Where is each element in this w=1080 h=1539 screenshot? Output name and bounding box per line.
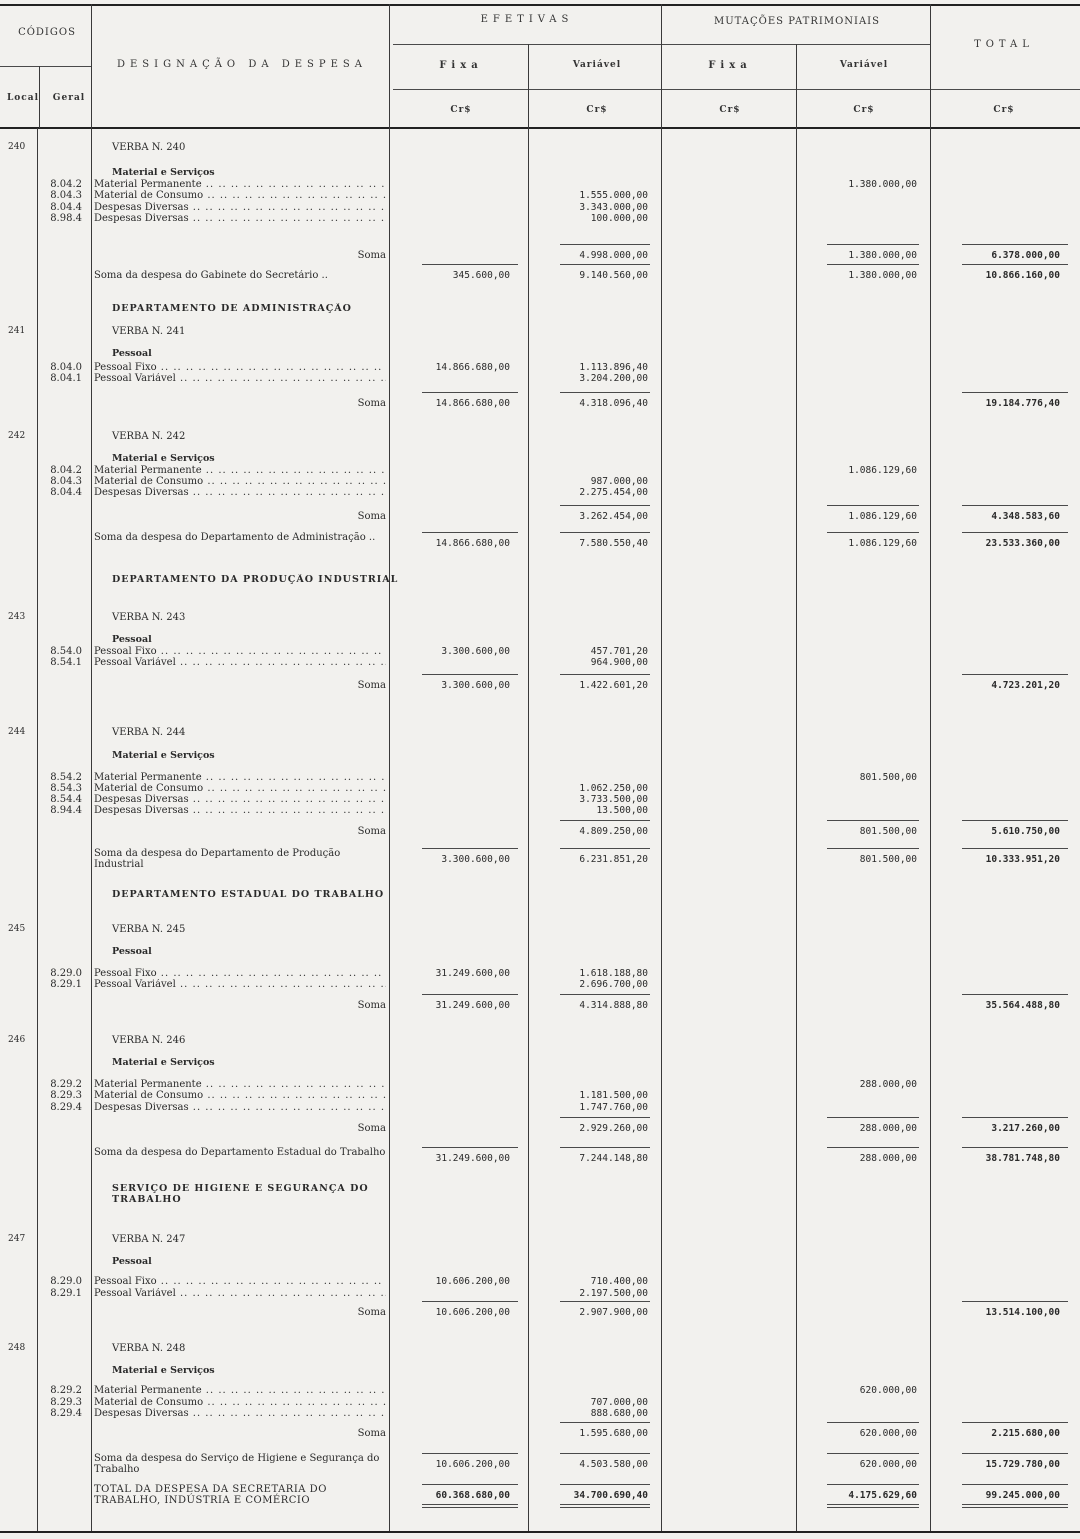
header-bottom-rule [0,127,1080,129]
sum-rule [962,820,1068,821]
sum-rule [827,505,919,506]
code-geral: 8.54.1 [50,657,82,668]
amount-c4: 4.175.629,60 [848,1490,917,1501]
expense-description: Despesas Diversas .. .. [94,1102,386,1113]
expense-description: Material e Serviços [112,453,215,464]
sum-rule [560,1453,650,1454]
header-currency-4: Cr$ [853,105,875,115]
amount-c5: 23.533.360,00 [985,538,1060,549]
sum-rule [827,264,919,265]
sum-rule [422,1453,518,1454]
sum-rule [422,994,518,995]
expense-description: TOTAL DA DESPESA DA SECRETARIA DO TRABALHO, INDÚSTRIA E COMÉRCIO [94,1484,327,1506]
sum-rule [422,532,518,533]
sum-rule [827,1147,919,1148]
expense-description: Material de Consumo .. .. [94,1090,386,1101]
code-geral: 8.54.4 [50,794,82,805]
sum-rule [422,674,518,675]
expense-description: Material de Consumo .. .. [94,783,386,794]
expense-description: Despesas Diversas .. .. [94,202,386,213]
expense-description: Despesas Diversas .. .. [94,487,386,498]
amount-c2: 2.907.900,00 [579,1307,648,1318]
col-rule-geral [91,4,92,1531]
sum-rule [962,392,1068,393]
expense-description: VERBA N. 244 [112,727,186,738]
amount-c2: 1.422.601,20 [579,680,648,691]
code-geral: 8.04.1 [50,373,82,384]
amount-c4: 801.500,00 [859,772,917,783]
header-currency-5: Cr$ [993,105,1015,115]
header-efetivas-variavel: Variável [572,60,622,70]
header-geral: Geral [52,93,86,103]
amount-c1: 14.866.680,00 [435,538,510,549]
amount-c2: 1.618.188,80 [579,968,648,979]
col-rule-mutacoes [930,4,931,1531]
sum-rule [962,532,1068,533]
amount-c1: 345.600,00 [452,270,510,281]
expense-description: Pessoal [112,1256,152,1267]
header-mutacoes: MUTAÇÕES PATRIMONIAIS [714,16,880,27]
bottom-rule [0,1531,1080,1533]
amount-c2: 964.900,00 [590,657,648,668]
amount-c4: 288.000,00 [859,1123,917,1134]
sum-rule [560,848,650,849]
header-currency-1: Cr$ [450,105,472,115]
sum-rule [560,392,650,393]
amount-c2: 1.747.760,00 [579,1102,648,1113]
col-rule-efetivas [661,4,662,1531]
expense-description: Pessoal [112,946,152,957]
sum-rule [422,848,518,849]
sum-rule [827,848,919,849]
sum-rule [827,1117,919,1118]
header-currency-2: Cr$ [586,105,608,115]
header-rule-groups [393,44,931,45]
expense-description: Pessoal Fixo .. .. [94,646,386,657]
code-geral: 8.04.4 [50,202,82,213]
code-geral: 8.04.2 [50,465,82,476]
amount-c4: 1.086.129,60 [848,511,917,522]
amount-c2: 6.231.851,20 [579,854,648,865]
amount-c2: 7.580.550,40 [579,538,648,549]
sum-rule [962,244,1068,245]
expense-description: VERBA N. 245 [112,924,186,935]
code-local: 246 [8,1035,26,1045]
amount-c4: 1.380.000,00 [848,179,917,190]
total-double-rule [422,1504,518,1505]
total-double-rule [422,1507,518,1508]
soma-label: Soma [357,1000,386,1011]
expense-description: Soma da despesa do Departamento de Produção Industrial [94,848,341,870]
amount-c2: 2.275.454,00 [579,487,648,498]
amount-c2: 3.204.200,00 [579,373,648,384]
header-local: Local [6,93,40,103]
amount-c5: 4.723.201,20 [991,680,1060,691]
sum-rule [560,244,650,245]
expense-description: Despesas Diversas .. .. [94,1408,386,1419]
soma-label: Soma [357,250,386,261]
code-geral: 8.94.4 [50,805,82,816]
code-geral: 8.04.3 [50,476,82,487]
amount-c1: 31.249.600,00 [435,968,510,979]
amount-c2: 3.343.000,00 [579,202,648,213]
code-geral: 8.29.3 [50,1090,82,1101]
amount-c5: 4.348.583,60 [991,511,1060,522]
expense-description: Material e Serviços [112,167,215,178]
expense-description: Material Permanente .. .. [94,179,386,190]
expense-description: Material de Consumo .. .. [94,1397,386,1408]
soma-label: Soma [357,680,386,691]
code-local: 242 [8,431,26,441]
expense-description: Despesas Diversas .. .. [94,805,386,816]
amount-c4: 1.086.129,60 [848,465,917,476]
amount-c2: 1.595.680,00 [579,1428,648,1439]
amount-c4: 620.000,00 [859,1428,917,1439]
expense-description: Pessoal [112,348,152,359]
soma-label: Soma [357,511,386,522]
expense-description: VERBA N. 248 [112,1343,186,1354]
expense-description: VERBA N. 246 [112,1035,186,1046]
col-rule-mut-fixa [796,44,797,1531]
expense-description: Pessoal Fixo .. .. [94,968,386,979]
col-rule-local [37,128,38,1531]
sum-rule [560,820,650,821]
sum-rule [962,1301,1068,1302]
amount-c2: 100.000,00 [590,213,648,224]
code-geral: 8.54.0 [50,646,82,657]
amount-c2: 9.140.560,00 [579,270,648,281]
sum-rule [560,1422,650,1423]
sum-rule [422,264,518,265]
sum-rule [422,1147,518,1148]
sum-rule [560,1301,650,1302]
code-geral: 8.29.1 [50,1288,82,1299]
amount-c1: 14.866.680,00 [435,398,510,409]
sum-rule [422,392,518,393]
code-geral: 8.29.1 [50,979,82,990]
total-double-rule [827,1504,919,1505]
amount-c2: 2.929.260,00 [579,1123,648,1134]
amount-c2: 707.000,00 [590,1397,648,1408]
total-double-rule [827,1507,919,1508]
sum-rule [962,1453,1068,1454]
amount-c4: 620.000,00 [859,1385,917,1396]
amount-c2: 457.701,20 [590,646,648,657]
code-local: 248 [8,1343,26,1353]
total-double-rule [560,1504,650,1505]
sum-rule [827,1484,919,1485]
header-mutacoes-fixa: Fixa [708,60,752,71]
header-total: TOTAL [974,39,1034,50]
amount-c2: 2.197.500,00 [579,1288,648,1299]
amount-c2: 34.700.690,40 [573,1490,648,1501]
col-rule-desc [389,4,390,1531]
amount-c5: 10.333.951,20 [985,854,1060,865]
code-local: 245 [8,924,26,934]
sum-rule [962,1422,1068,1423]
sum-rule [962,674,1068,675]
amount-c1: 3.300.600,00 [441,854,510,865]
amount-c4: 1.086.129,60 [848,538,917,549]
code-geral: 8.29.4 [50,1408,82,1419]
amount-c5: 5.610.750,00 [991,826,1060,837]
total-double-rule [560,1507,650,1508]
code-geral: 8.29.4 [50,1102,82,1113]
amount-c2: 987.000,00 [590,476,648,487]
expense-description: Material Permanente .. .. [94,465,386,476]
expense-description: VERBA N. 243 [112,612,186,623]
amount-c2: 4.998.000,00 [579,250,648,261]
soma-label: Soma [357,1428,386,1439]
header-designacao: DESIGNAÇÃO DA DESPESA [116,59,367,70]
amount-c1: 3.300.600,00 [441,646,510,657]
sum-rule [560,994,650,995]
expense-description: Pessoal Fixo .. .. [94,362,386,373]
amount-c4: 288.000,00 [859,1079,917,1090]
amount-c2: 4.318.096,40 [579,398,648,409]
col-rule-local-header [39,66,40,128]
expense-description: Pessoal [112,634,152,645]
expense-description: Soma da despesa do Gabinete do Secretário .. [94,270,328,281]
amount-c2: 1.181.500,00 [579,1090,648,1101]
amount-c2: 3.262.454,00 [579,511,648,522]
code-geral: 8.54.2 [50,772,82,783]
header-efetivas: EFETIVAS [480,14,574,25]
sum-rule [827,1422,919,1423]
amount-c2: 1.113.896,40 [579,362,648,373]
soma-label: Soma [357,1307,386,1318]
amount-c5: 19.184.776,40 [985,398,1060,409]
amount-c2: 4.314.888,80 [579,1000,648,1011]
expense-description: Material de Consumo .. .. [94,190,386,201]
total-double-rule [962,1504,1068,1505]
expense-description: Material e Serviços [112,1365,215,1376]
amount-c5: 38.781.748,80 [985,1153,1060,1164]
code-geral: 8.04.4 [50,487,82,498]
amount-c4: 288.000,00 [859,1153,917,1164]
amount-c4: 1.380.000,00 [848,250,917,261]
amount-c1: 10.606.200,00 [435,1276,510,1287]
soma-label: Soma [357,1123,386,1134]
top-rule [0,4,1080,6]
amount-c2: 4.809.250,00 [579,826,648,837]
expense-description: Despesas Diversas .. .. [94,794,386,805]
sum-rule [422,1484,518,1485]
amount-c1: 10.606.200,00 [435,1459,510,1470]
expense-description: Material e Serviços [112,750,215,761]
sum-rule [560,1117,650,1118]
sum-rule [827,1453,919,1454]
sum-rule [962,1117,1068,1118]
sum-rule [560,505,650,506]
expense-description: Pessoal Variável .. .. [94,979,386,990]
header-currency-3: Cr$ [719,105,741,115]
expense-description: Pessoal Variável .. .. [94,657,386,668]
amount-c2: 2.696.700,00 [579,979,648,990]
header-efetivas-fixa: Fixa [439,60,483,71]
amount-c2: 710.400,00 [590,1276,648,1287]
expense-description: Pessoal Variável .. .. [94,373,386,384]
section-heading: DEPARTAMENTO ESTADUAL DO TRABALHO [112,889,385,900]
amount-c2: 1.062.250,00 [579,783,648,794]
code-geral: 8.29.2 [50,1385,82,1396]
amount-c5: 99.245.000,00 [985,1490,1060,1501]
sum-rule [560,264,650,265]
amount-c4: 620.000,00 [859,1459,917,1470]
code-local: 244 [8,727,26,737]
code-geral: 8.54.3 [50,783,82,794]
sum-rule [827,244,919,245]
code-local: 240 [8,142,26,152]
amount-c2: 4.503.580,00 [579,1459,648,1470]
col-rule-ef-fixa [528,44,529,1531]
expense-description: Material de Consumo .. .. [94,476,386,487]
sum-rule [827,532,919,533]
sum-rule [422,1301,518,1302]
total-double-rule [962,1507,1068,1508]
amount-c2: 7.244.148,80 [579,1153,648,1164]
amount-c1: 10.606.200,00 [435,1307,510,1318]
header-rule-fixa [393,89,1080,90]
expense-description: VERBA N. 241 [112,326,186,337]
expense-description: Material Permanente .. .. [94,1385,386,1396]
section-heading: SERVIÇO DE HIGIENE E SEGURANÇA DO TRABALHO [112,1183,369,1205]
expense-description: Material e Serviços [112,1057,215,1068]
amount-c5: 35.564.488,80 [985,1000,1060,1011]
amount-c2: 1.555.000,00 [579,190,648,201]
code-geral: 8.29.2 [50,1079,82,1090]
section-heading: DEPARTAMENTO DE ADMINISTRAÇÃO [112,303,352,314]
section-heading: DEPARTAMENTO DA PRODUÇÃO INDUSTRIAL [112,574,399,585]
code-geral: 8.29.3 [50,1397,82,1408]
amount-c1: 60.368.680,00 [435,1490,510,1501]
soma-label: Soma [357,398,386,409]
sum-rule [962,505,1068,506]
expense-description: Soma da despesa do Departamento de Administração .. [94,532,376,543]
code-local: 247 [8,1234,26,1244]
amount-c5: 15.729.780,00 [985,1459,1060,1470]
code-geral: 8.29.0 [50,968,82,979]
soma-label: Soma [357,826,386,837]
expense-description: Material Permanente .. .. [94,1079,386,1090]
expense-description: Despesas Diversas .. .. [94,213,386,224]
amount-c4: 1.380.000,00 [848,270,917,281]
expense-description: Material Permanente .. .. [94,772,386,783]
sum-rule [560,674,650,675]
code-geral: 8.04.3 [50,190,82,201]
expense-description: Pessoal Variável .. .. [94,1288,386,1299]
sum-rule [962,994,1068,995]
sum-rule [962,1484,1068,1485]
amount-c1: 3.300.600,00 [441,680,510,691]
code-geral: 8.98.4 [50,213,82,224]
amount-c5: 2.215.680,00 [991,1428,1060,1439]
code-geral: 8.29.0 [50,1276,82,1287]
amount-c4: 801.500,00 [859,826,917,837]
sum-rule [962,1147,1068,1148]
expense-description: Soma da despesa do Serviço de Higiene e Segurança do Trabalho [94,1453,380,1475]
code-geral: 8.04.0 [50,362,82,373]
code-local: 241 [8,326,26,336]
code-local: 243 [8,612,26,622]
amount-c4: 801.500,00 [859,854,917,865]
amount-c1: 14.866.680,00 [435,362,510,373]
sum-rule [560,1147,650,1148]
header-codigos: CÓDIGOS [18,27,76,38]
amount-c5: 6.378.000,00 [991,250,1060,261]
amount-c5: 3.217.260,00 [991,1123,1060,1134]
amount-c5: 13.514.100,00 [985,1307,1060,1318]
header-rule-codigos [0,66,92,67]
amount-c5: 10.866.160,00 [985,270,1060,281]
expense-description: Pessoal Fixo .. .. [94,1276,386,1287]
amount-c2: 3.733.500,00 [579,794,648,805]
expense-description: VERBA N. 247 [112,1234,186,1245]
header-mutacoes-variavel: Variável [839,60,889,70]
amount-c1: 31.249.600,00 [435,1153,510,1164]
expense-description: VERBA N. 240 [112,142,186,153]
expense-description: Soma da despesa do Departamento Estadual do Trabalho [94,1147,386,1158]
amount-c2: 888.680,00 [590,1408,648,1419]
amount-c1: 31.249.600,00 [435,1000,510,1011]
amount-c2: 13.500,00 [596,805,648,816]
sum-rule [560,1484,650,1485]
code-geral: 8.04.2 [50,179,82,190]
sum-rule [560,532,650,533]
sum-rule [827,820,919,821]
sum-rule [962,848,1068,849]
sum-rule [962,264,1068,265]
expense-description: VERBA N. 242 [112,431,186,442]
